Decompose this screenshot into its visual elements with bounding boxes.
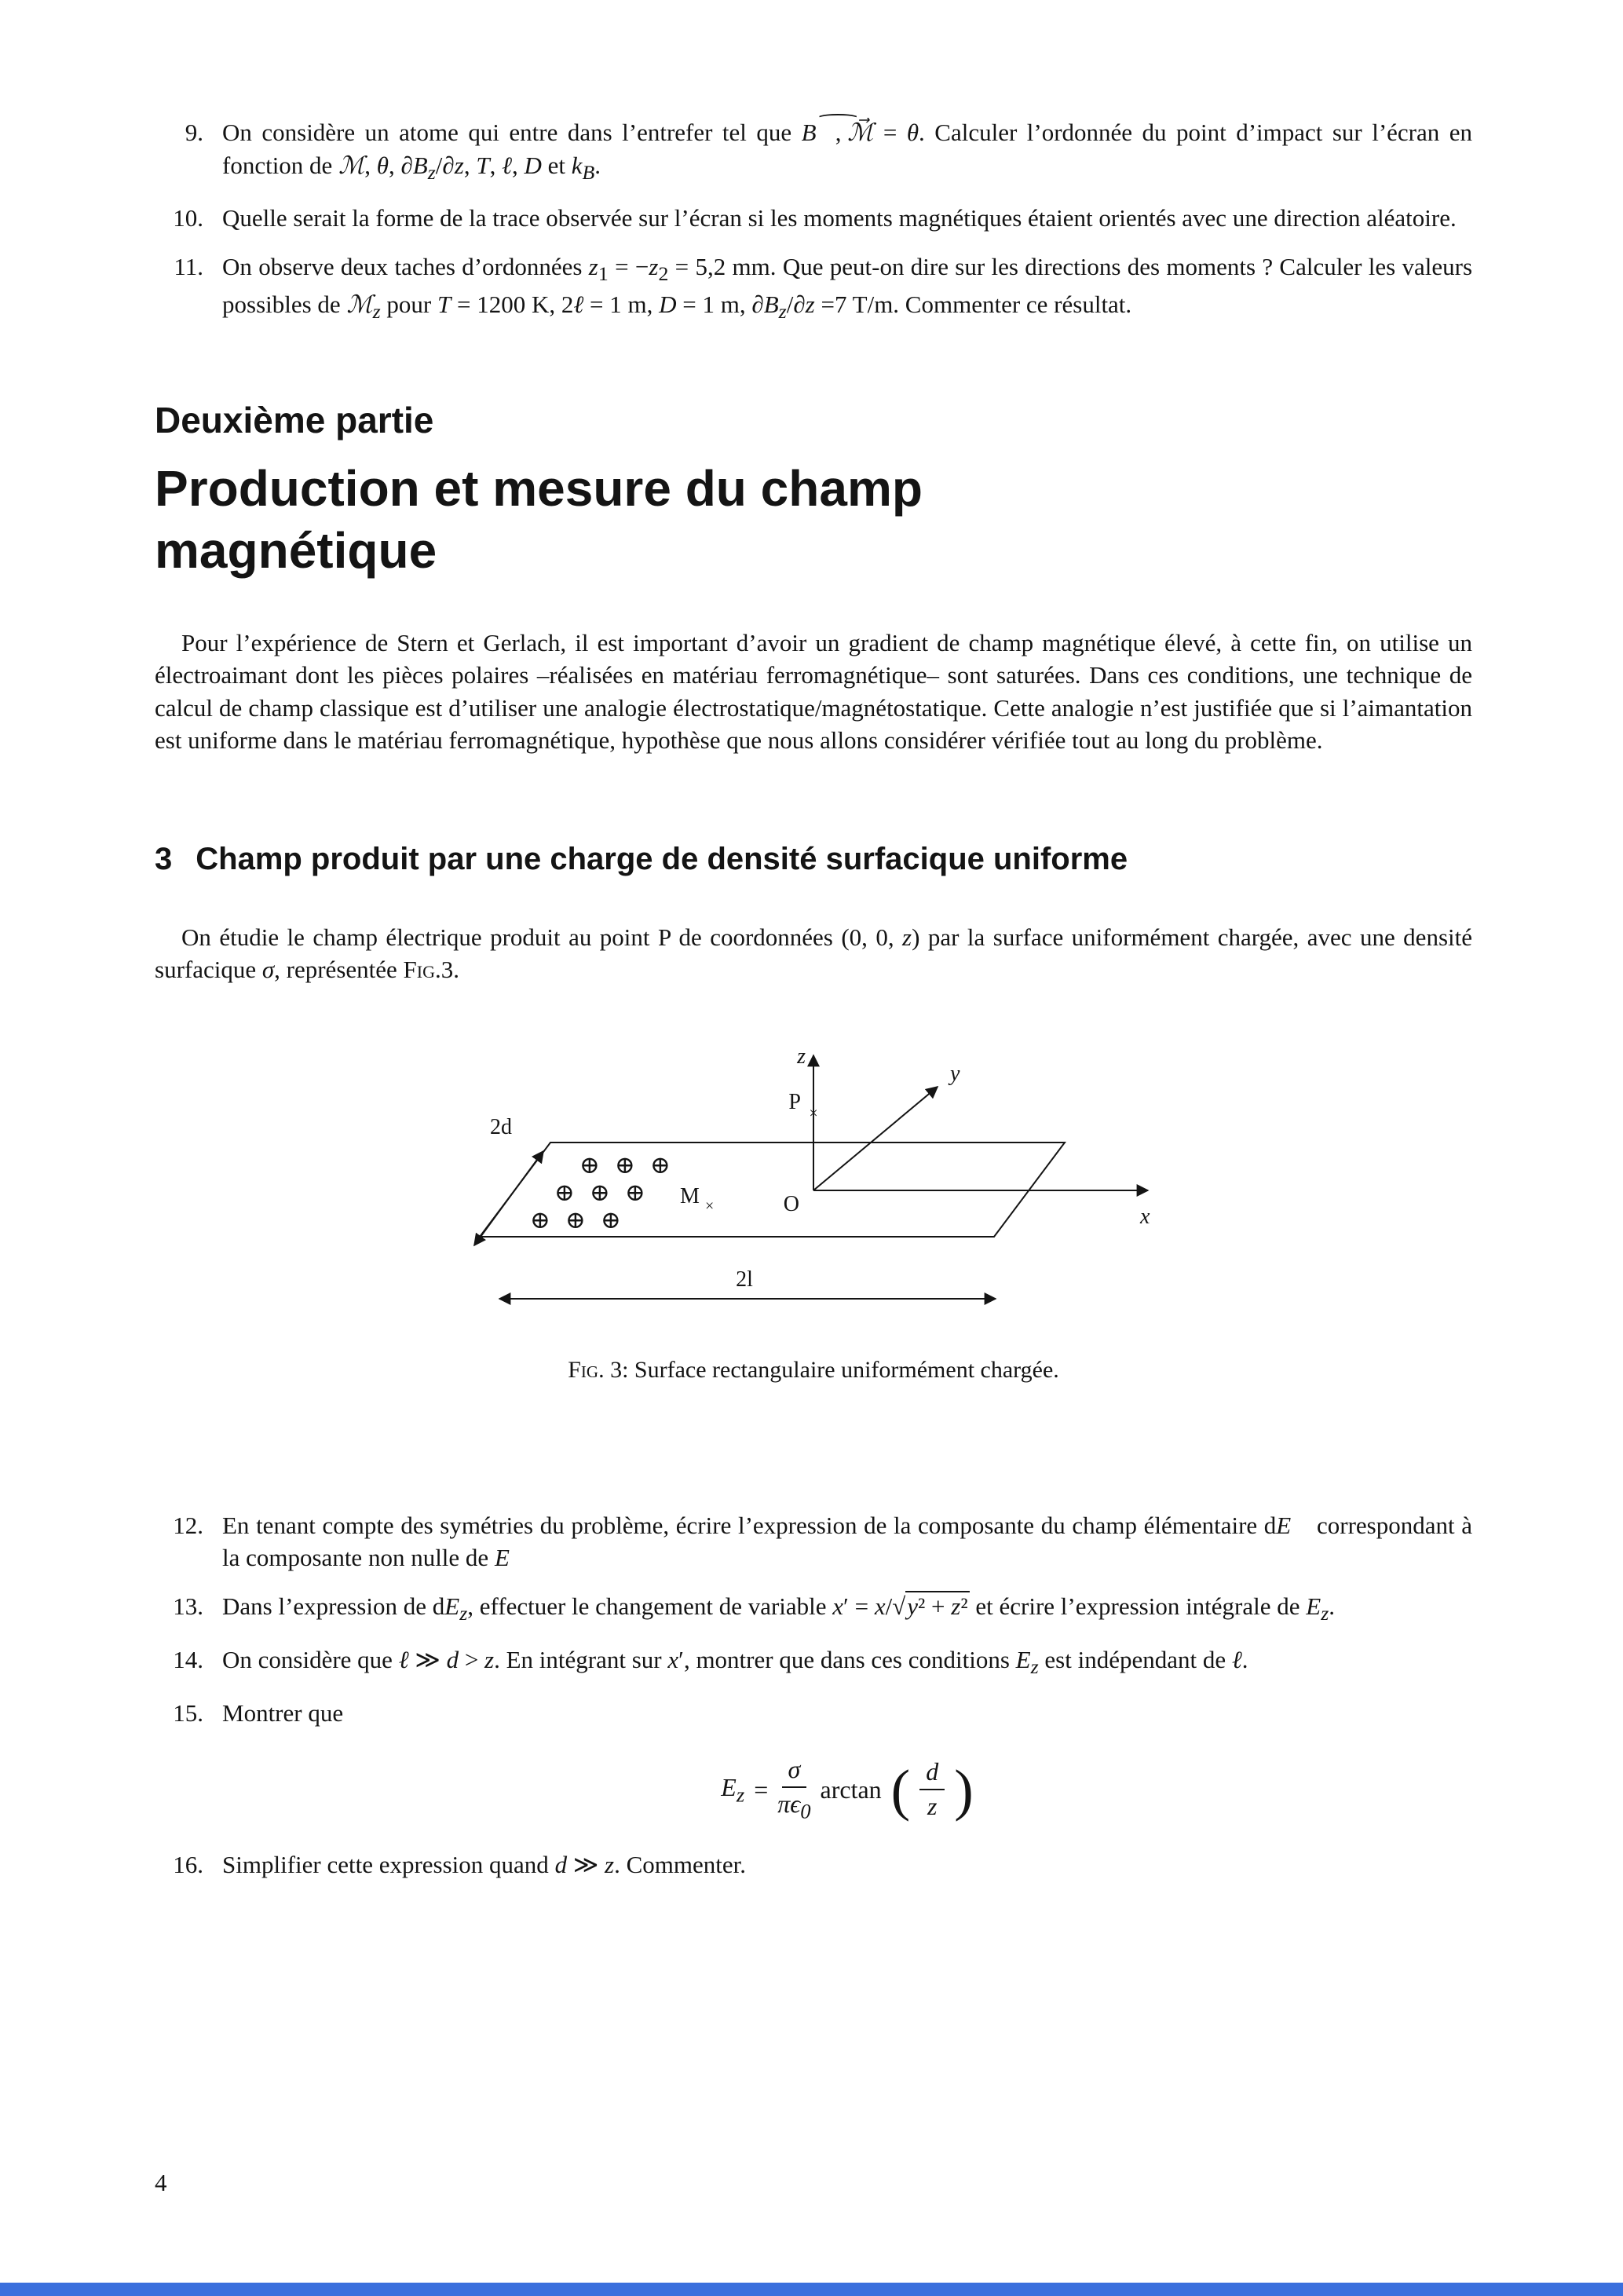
eq-fraction-dz: $\frac{d}{z}$ bbox=[919, 1758, 945, 1821]
figure-caption-label: Fig. 3: bbox=[568, 1356, 629, 1383]
part-title-line1: Production et mesure du champ bbox=[155, 460, 923, 517]
plus-charge-icon: ⊕ bbox=[615, 1150, 635, 1179]
part-title-line2: magnétique bbox=[155, 522, 437, 579]
question-text: Dans l’expression de $dE_z$, effectuer le changement de variable x′ = x/√y² + z² et écrire l’expression intégrale de $E_z$. bbox=[222, 1592, 1336, 1625]
section-intro-paragraph: On étudie le champ électrique produit au point P de coordonnées (0, 0, z) par la surface uniformément chargée, avec une densité surfacique σ, représentée Fig.3. bbox=[155, 923, 1472, 984]
point-P-label: P bbox=[788, 1089, 801, 1114]
part-title bbox=[155, 458, 1472, 583]
page-number: 4 bbox=[155, 2169, 167, 2196]
intro-paragraph: Pour l’expérience de Stern et Gerlach, il est important d’avoir un gradient de champ magnétique élevé, à cette fin, on utilise un électroaimant dont les pièces polaires –réalisées en matériau ferromagnétique– sont saturées. Dans ces conditions, une technique de calcul de champ classique est d’utiliser une analogie électrostatique/magnétostatique. Cette analogie n’est justifiée que si l’aimantation est uniforme dans le matériau ferromagnétique, hypothèse que nous allons considérer vérifiée tout au long du problème. bbox=[155, 628, 1472, 755]
question-15-lead: Montrer que bbox=[222, 1698, 344, 1727]
question-number: 15. bbox=[173, 1698, 203, 1727]
question-number: 12. bbox=[173, 1511, 203, 1539]
point-M-label: M bbox=[680, 1183, 700, 1208]
label-2l: 2l bbox=[736, 1267, 753, 1292]
plus-charge-icon: ⊕ bbox=[625, 1178, 645, 1206]
question-item-11 bbox=[155, 250, 1472, 326]
figure-3-diagram bbox=[468, 1036, 1159, 1319]
plus-charge-icon: ⊕ bbox=[650, 1150, 671, 1179]
bottom-edge-bar bbox=[0, 2283, 1623, 2296]
section-title: Champ produit par une charge de densité surfacique uniforme bbox=[196, 841, 1128, 876]
plus-charge-icon: ⊕ bbox=[565, 1205, 586, 1234]
eq-fraction-sigma: $\frac{\sigma}{\pi\epsilon_0}$ bbox=[777, 1755, 811, 1823]
section-heading bbox=[155, 842, 1472, 877]
y-axis-label: y bbox=[950, 1061, 960, 1086]
origin-label: O bbox=[783, 1191, 799, 1216]
section-number: 3 bbox=[155, 841, 173, 876]
question-item-12 bbox=[155, 1509, 1472, 1574]
question-item-10 bbox=[155, 202, 1472, 235]
question-item-13 bbox=[155, 1590, 1472, 1628]
label-2d: 2d bbox=[490, 1114, 512, 1139]
plus-charge-icon: ⊕ bbox=[601, 1205, 621, 1234]
plus-charge-icon: ⊕ bbox=[579, 1150, 600, 1179]
question-number: 13. bbox=[173, 1592, 203, 1621]
eq-function-name: arctan bbox=[820, 1775, 882, 1804]
point-M-marker: × bbox=[705, 1197, 715, 1215]
plus-charge-icon: ⊕ bbox=[590, 1178, 610, 1206]
eq-lhs: $E_z$ bbox=[721, 1772, 745, 1806]
question-item-15 bbox=[155, 1697, 1472, 1834]
question-number: 16. bbox=[173, 1851, 203, 1879]
point-P-marker: × bbox=[809, 1104, 818, 1122]
charge-symbols bbox=[530, 1151, 671, 1234]
question-item-9 bbox=[155, 102, 1473, 186]
question-number: 10. bbox=[173, 204, 203, 232]
question-text: Quelle serait la forme de la trace observée sur l’écran si les moments magnétiques étaient orientés avec une direction aléatoire. bbox=[222, 204, 1457, 232]
question-number: 11. bbox=[174, 252, 203, 280]
question-text: En tenant compte des symétries du problème, écrire l’expression de la composante du champ élémentaire dE⃗ correspondant à la composante non nulle de E⃗ bbox=[222, 1511, 1472, 1572]
question-number: 9. bbox=[185, 119, 203, 146]
x-axis-label: x bbox=[1140, 1204, 1150, 1229]
plus-charge-icon: ⊕ bbox=[530, 1205, 550, 1234]
question-text bbox=[222, 1697, 1472, 1834]
question-number: 14. bbox=[173, 1645, 203, 1673]
part-kicker: Deuxième partie bbox=[155, 400, 434, 441]
plus-charge-icon: ⊕ bbox=[554, 1178, 575, 1206]
figure-caption-text: Surface rectangulaire uniformément chargée. bbox=[634, 1356, 1059, 1383]
question-text: Simplifier cette expression quand d ≫ z. Commenter. bbox=[222, 1851, 746, 1879]
question-text: On observe deux taches d’ordonnées $z_1 = -z_2 = 5,2$ mm. Que peut-on dire sur les directions des moments ? Calculer les valeurs possibles de ℳ$_z$ pour T = 1200 K, 2ℓ = 1 m, D = 1 m, $\partial B_z/\partial z =7$ T/m. Commenter ce résultat. bbox=[222, 252, 1473, 323]
figure-caption bbox=[155, 1357, 1472, 1384]
question-text: On considère un atome qui entre dans l’entrefer tel que ⌢ B⃗, ℳ⃗ = θ. Calculer l’ordonnée du point d’impact sur l’écran en fonction de ℳ, θ, $\partial B_z/\partial z$, T, ℓ, D et $k_B$. bbox=[222, 102, 1473, 184]
part-heading bbox=[155, 400, 1472, 582]
axes bbox=[813, 1055, 1148, 1190]
question-list-top bbox=[155, 102, 1473, 325]
question-text: On considère que ℓ ≫ d > z. En intégrant sur x′, montrer que dans ces conditions $E_z$ est indépendant de ℓ. bbox=[222, 1645, 1248, 1678]
equation-15: $E_z$ = $\frac{\sigma}{\pi\epsilon_0}$ arctan ( $\frac{d}{z}$ ) bbox=[721, 1755, 974, 1823]
question-item-16 bbox=[155, 1848, 1472, 1881]
question-list-bottom bbox=[155, 1509, 1472, 1881]
y-axis bbox=[813, 1087, 938, 1190]
z-axis-label: z bbox=[797, 1044, 806, 1069]
question-item-14 bbox=[155, 1643, 1472, 1681]
dimension-arrows bbox=[474, 1151, 996, 1299]
eq-rel: = bbox=[754, 1775, 769, 1804]
figure-3 bbox=[155, 1036, 1472, 1384]
